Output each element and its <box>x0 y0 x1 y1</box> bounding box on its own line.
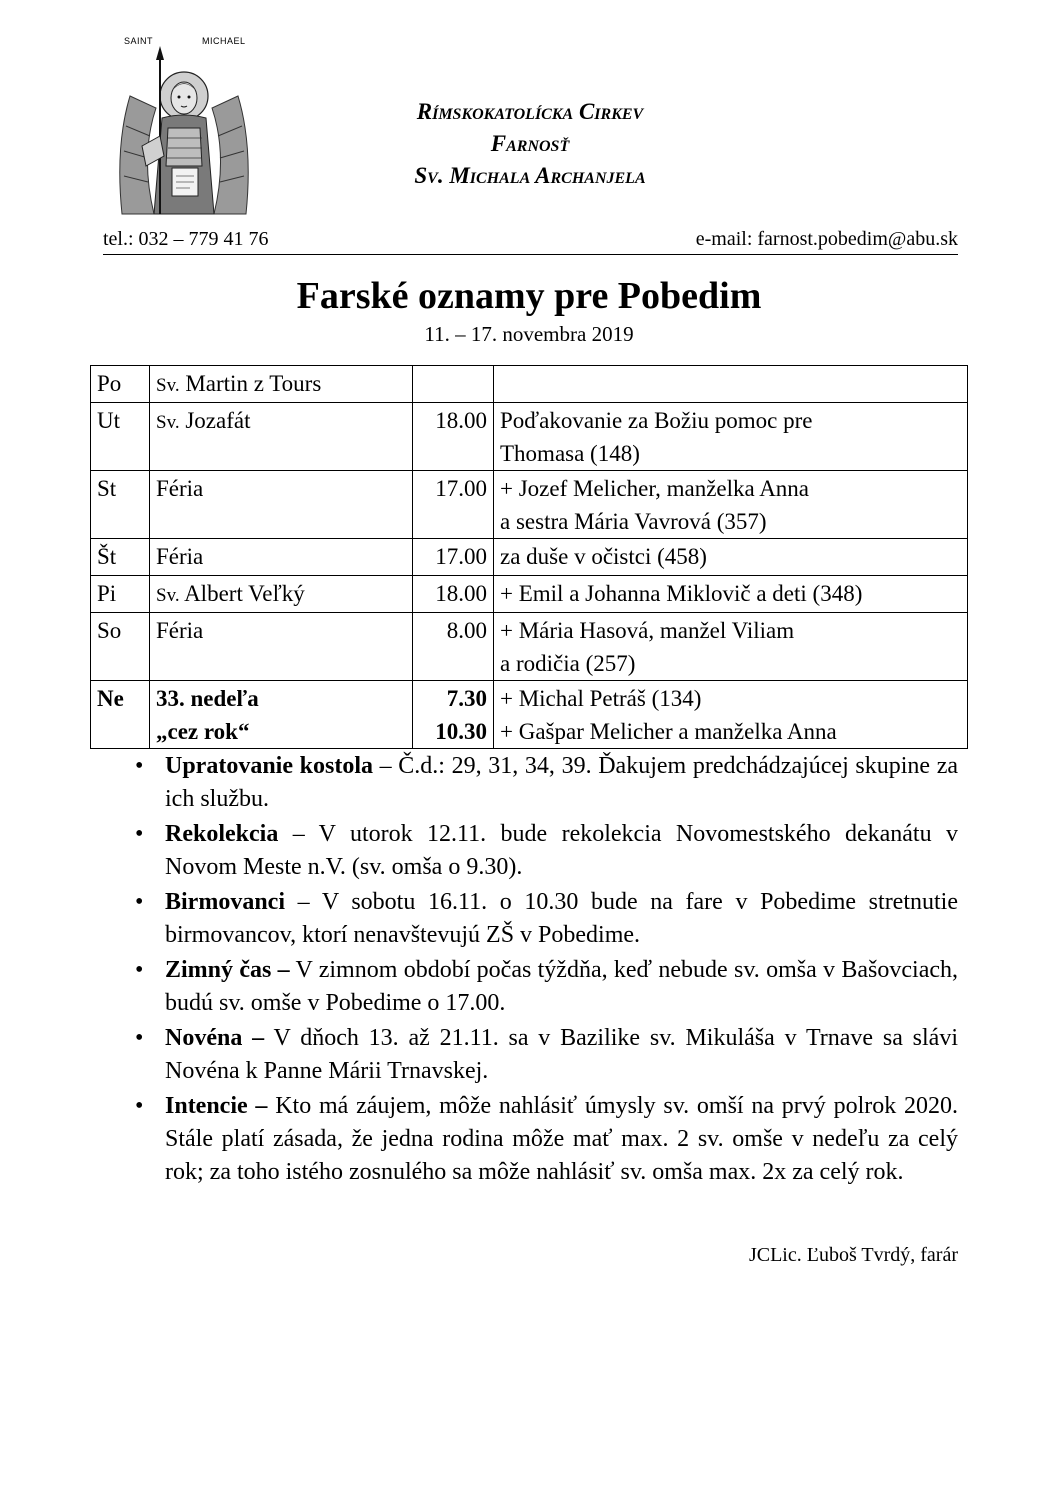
saint-name: Albert Veľký <box>179 581 305 606</box>
email-address: e-mail: farnost.pobedim@abu.sk <box>695 228 958 250</box>
saint-line: „cez rok“ <box>156 719 250 744</box>
intention-line: + Mária Hasová, manžel Viliam <box>500 618 795 643</box>
saint-cell <box>150 471 413 539</box>
notice-body: V zimnom období počas týždňa, keď nebude sv. omša v Bašovciach, budú sv. omše v Pobedime o 17.00. <box>165 957 958 1016</box>
mass-schedule-table <box>90 365 968 749</box>
church-title-line2: Farnosť <box>490 131 570 156</box>
notice-heading: Upratovanie kostola <box>165 753 373 779</box>
list-item <box>133 1022 958 1088</box>
intention-line: + Michal Petráš (134) <box>500 686 702 711</box>
intention-line: Thomasa (148) <box>500 441 640 466</box>
day-cell: Ut <box>91 403 150 471</box>
time-cell: 18.00 <box>413 576 494 613</box>
list-item <box>133 886 958 952</box>
intention-line: a sestra Mária Vavrová (357) <box>500 509 767 534</box>
intention-cell <box>494 403 968 471</box>
intention-cell <box>494 366 968 403</box>
time-cell: 18.00 <box>413 403 494 471</box>
date-range: 11. – 17. novembra 2019 <box>424 322 634 346</box>
phone-number: tel.: 032 – 779 41 76 <box>103 228 269 250</box>
time-cell: 8.00 <box>413 613 494 681</box>
notice-heading: Novéna – <box>165 1025 265 1051</box>
time-line: 7.30 <box>446 686 487 711</box>
contact-line <box>103 226 958 255</box>
church-title-line3: Sv. Michala Archanjela <box>414 163 646 188</box>
saint-michael-icon <box>110 36 258 218</box>
day-cell: Ne <box>91 681 150 749</box>
notice-heading: Zimný čas – <box>165 957 290 983</box>
saint-name: Martin z Tours <box>179 371 322 396</box>
saint-prefix: Sv. <box>156 375 180 396</box>
intention-line: Poďakovanie za Božiu pomoc pre <box>500 408 813 433</box>
intention-line: + Jozef Melicher, manželka Anna <box>500 476 810 501</box>
intention-cell <box>494 613 968 681</box>
intention-cell <box>494 471 968 539</box>
intention-cell <box>494 681 968 749</box>
table-row <box>91 613 968 681</box>
notices-list <box>133 750 958 1191</box>
saint-cell <box>150 366 413 403</box>
notice-heading: Rekolekcia <box>165 821 279 847</box>
table-row <box>91 576 968 613</box>
saint-prefix: Sv. <box>156 412 180 433</box>
list-item <box>133 1090 958 1189</box>
list-item <box>133 954 958 1020</box>
notice-body: – V sobotu 16.11. o 10.30 bude na fare v Pobedime stretnutie birmovancov, ktorí nenavštevujú ZŠ v Pobedime. <box>165 889 958 948</box>
time-line: 10.30 <box>435 719 487 744</box>
saint-name: Féria <box>156 618 204 643</box>
day-cell: So <box>91 613 150 681</box>
saint-line: 33. nedeľa <box>156 686 259 711</box>
saint-name: Jozafát <box>179 408 251 433</box>
saint-name: Féria <box>156 544 204 569</box>
day-cell: St <box>91 471 150 539</box>
table-row <box>91 539 968 576</box>
saint-name: Féria <box>156 476 204 501</box>
notice-body: V dňoch 13. až 21.11. sa v Bazilike sv. Mikuláša v Trnave sa slávi Novéna k Panne Márii Trnavskej. <box>165 1025 958 1084</box>
intention-cell: za duše v očistci (458) <box>494 539 968 576</box>
time-cell <box>413 366 494 403</box>
intention-cell: + Emil a Johanna Miklovič a deti (348) <box>494 576 968 613</box>
icon-caption-right: MICHAEL <box>202 36 246 46</box>
table-row-sunday <box>91 681 968 749</box>
saint-prefix: Sv. <box>156 585 180 606</box>
list-item <box>133 750 958 816</box>
list-item <box>133 818 958 884</box>
intention-line: + Gašpar Melicher a manželka Anna <box>500 719 837 744</box>
saint-cell <box>150 681 413 749</box>
day-cell: Št <box>91 539 150 576</box>
day-cell: Po <box>91 366 150 403</box>
notice-heading: Birmovanci <box>165 889 285 915</box>
time-cell: 17.00 <box>413 539 494 576</box>
table-row <box>91 471 968 539</box>
day-cell: Pi <box>91 576 150 613</box>
page-title: Farské oznamy pre Pobedim <box>296 275 762 317</box>
saint-cell <box>150 539 413 576</box>
notice-heading: Intencie – <box>165 1093 268 1119</box>
table-row <box>91 366 968 403</box>
notice-body: – Č.d.: 29, 31, 34, 39. Ďakujem predchádzajúcej skupine za ich službu. <box>165 753 958 812</box>
intention-line: a rodičia (257) <box>500 651 636 676</box>
signature: JCLic. Ľuboš Tvrdý, farár <box>748 1244 958 1266</box>
notice-body: – V utorok 12.11. bude rekolekcia Novomestského dekanátu v Novom Meste n.V. (sv. omša o 9.30). <box>165 821 958 880</box>
saint-cell <box>150 403 413 471</box>
icon-caption-left: SAINT <box>124 36 154 46</box>
saint-cell <box>150 613 413 681</box>
notice-body: Kto má záujem, môže nahlásiť úmysly sv. omší na prvý polrok 2020. Stále platí zásada, že jedna rodina môže mať max. 2 sv. omše v nedeľu za celý rok; za toho istého zosnulého sa môže nahlásiť sv. omša max. 2x za celý rok. <box>165 1093 958 1185</box>
saint-cell <box>150 576 413 613</box>
time-cell: 17.00 <box>413 471 494 539</box>
table-row <box>91 403 968 471</box>
time-cell <box>413 681 494 749</box>
church-title-line1: Rímskokatolícka Cirkev <box>416 99 644 124</box>
